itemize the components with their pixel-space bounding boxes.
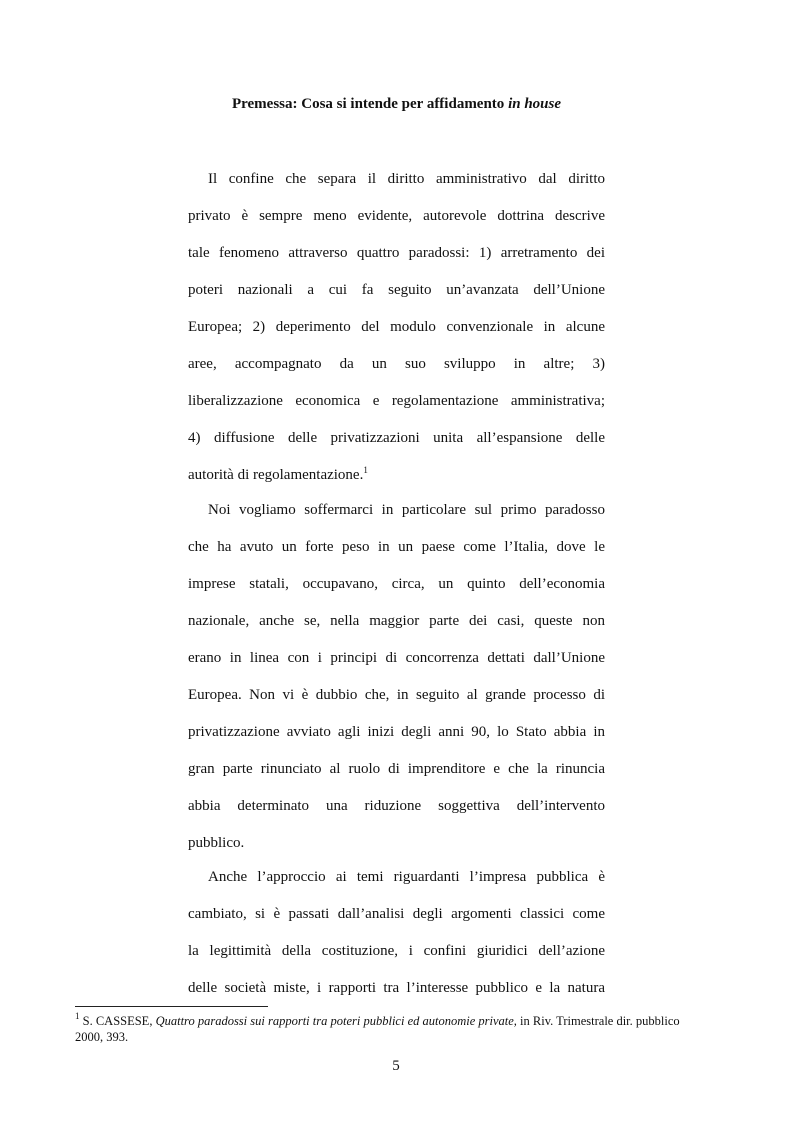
- paragraph-line: abbia determinato una riduzione soggettiva dell’intervento: [188, 798, 605, 814]
- paragraph-line: gran parte rinunciato al ruolo di imprenditore e che la rinuncia: [188, 761, 605, 777]
- paragraph-line: pubblico.: [188, 835, 245, 851]
- paragraph-line: delle società miste, i rapporti tra l’interesse pubblico e la natura: [188, 980, 605, 996]
- section-title-italic: in house: [508, 96, 562, 112]
- footnote-separator: [75, 1006, 268, 1007]
- footnote: [75, 1013, 685, 1045]
- paragraph-line: Europea. Non vi è dubbio che, in seguito al grande processo di: [188, 687, 605, 703]
- paragraph-line: cambiato, si è passati dall’analisi degli argomenti classici come: [188, 906, 605, 922]
- paragraph-line: 4) diffusione delle privatizzazioni unita all’espansione delle: [188, 430, 605, 446]
- section-title: [188, 95, 605, 113]
- paragraph-line: Il confine che separa il diritto amministrativo dal diritto: [208, 171, 605, 187]
- paragraph-3: [188, 867, 605, 1015]
- paragraph-line: Noi vogliamo soffermarci in particolare sul primo paradosso: [208, 502, 605, 518]
- paragraph-line: imprese statali, occupavano, circa, un quinto dell’economia: [188, 576, 605, 592]
- paragraph-1: [188, 169, 605, 502]
- paragraph-line: che ha avuto un forte peso in un paese come l’Italia, dove le: [188, 539, 605, 555]
- footnote-work-title: Quattro paradossi sui rapporti tra poteri pubblici ed autonomie private,: [155, 1014, 517, 1028]
- section-title-text: Premessa: Cosa si intende per affidamento: [231, 96, 509, 112]
- paragraph-line: liberalizzazione economica e regolamentazione amministrativa;: [188, 393, 605, 409]
- paragraph-line-text: autorità di regolamentazione.: [188, 467, 364, 483]
- paragraph-line: privatizzazione avviato agli inizi degli anni 90, lo Stato abbia in: [188, 724, 605, 740]
- paragraph-line: Europea; 2) deperimento del modulo convenzionale in alcune: [188, 319, 605, 335]
- paragraph-line: nazionale, anche se, nella maggior parte dei casi, queste non: [188, 613, 605, 629]
- footnote-number: 1: [75, 1011, 80, 1021]
- paragraph-line: tale fenomeno attraverso quattro paradossi: 1) arretramento dei: [188, 245, 605, 261]
- paragraph-line: la legittimità della costituzione, i confini giuridici dell’azione: [188, 943, 605, 959]
- footnote-reference[interactable]: 1: [363, 465, 368, 475]
- paragraph-line: erano in linea con i principi di concorrenza dettati dall’Unione: [188, 650, 605, 666]
- footnote-author: S. CASSESE,: [79, 1014, 156, 1028]
- paragraph-line: Anche l’approccio ai temi riguardanti l’impresa pubblica è: [208, 869, 605, 885]
- paragraph-line: privato è sempre meno evidente, autorevole dottrina descrive: [188, 208, 605, 224]
- footnote-citation: in Riv. Trimestrale dir. pubblico 2000, 393.: [75, 1014, 680, 1044]
- page-number: 5: [392, 1058, 400, 1074]
- paragraph-line: poteri nazionali a cui fa seguito un’avanzata dell’Unione: [188, 282, 605, 298]
- paragraph-2: [188, 500, 605, 870]
- paragraph-line-last: [188, 465, 605, 502]
- paragraph-line: aree, accompagnato da un suo sviluppo in altre; 3): [188, 356, 605, 372]
